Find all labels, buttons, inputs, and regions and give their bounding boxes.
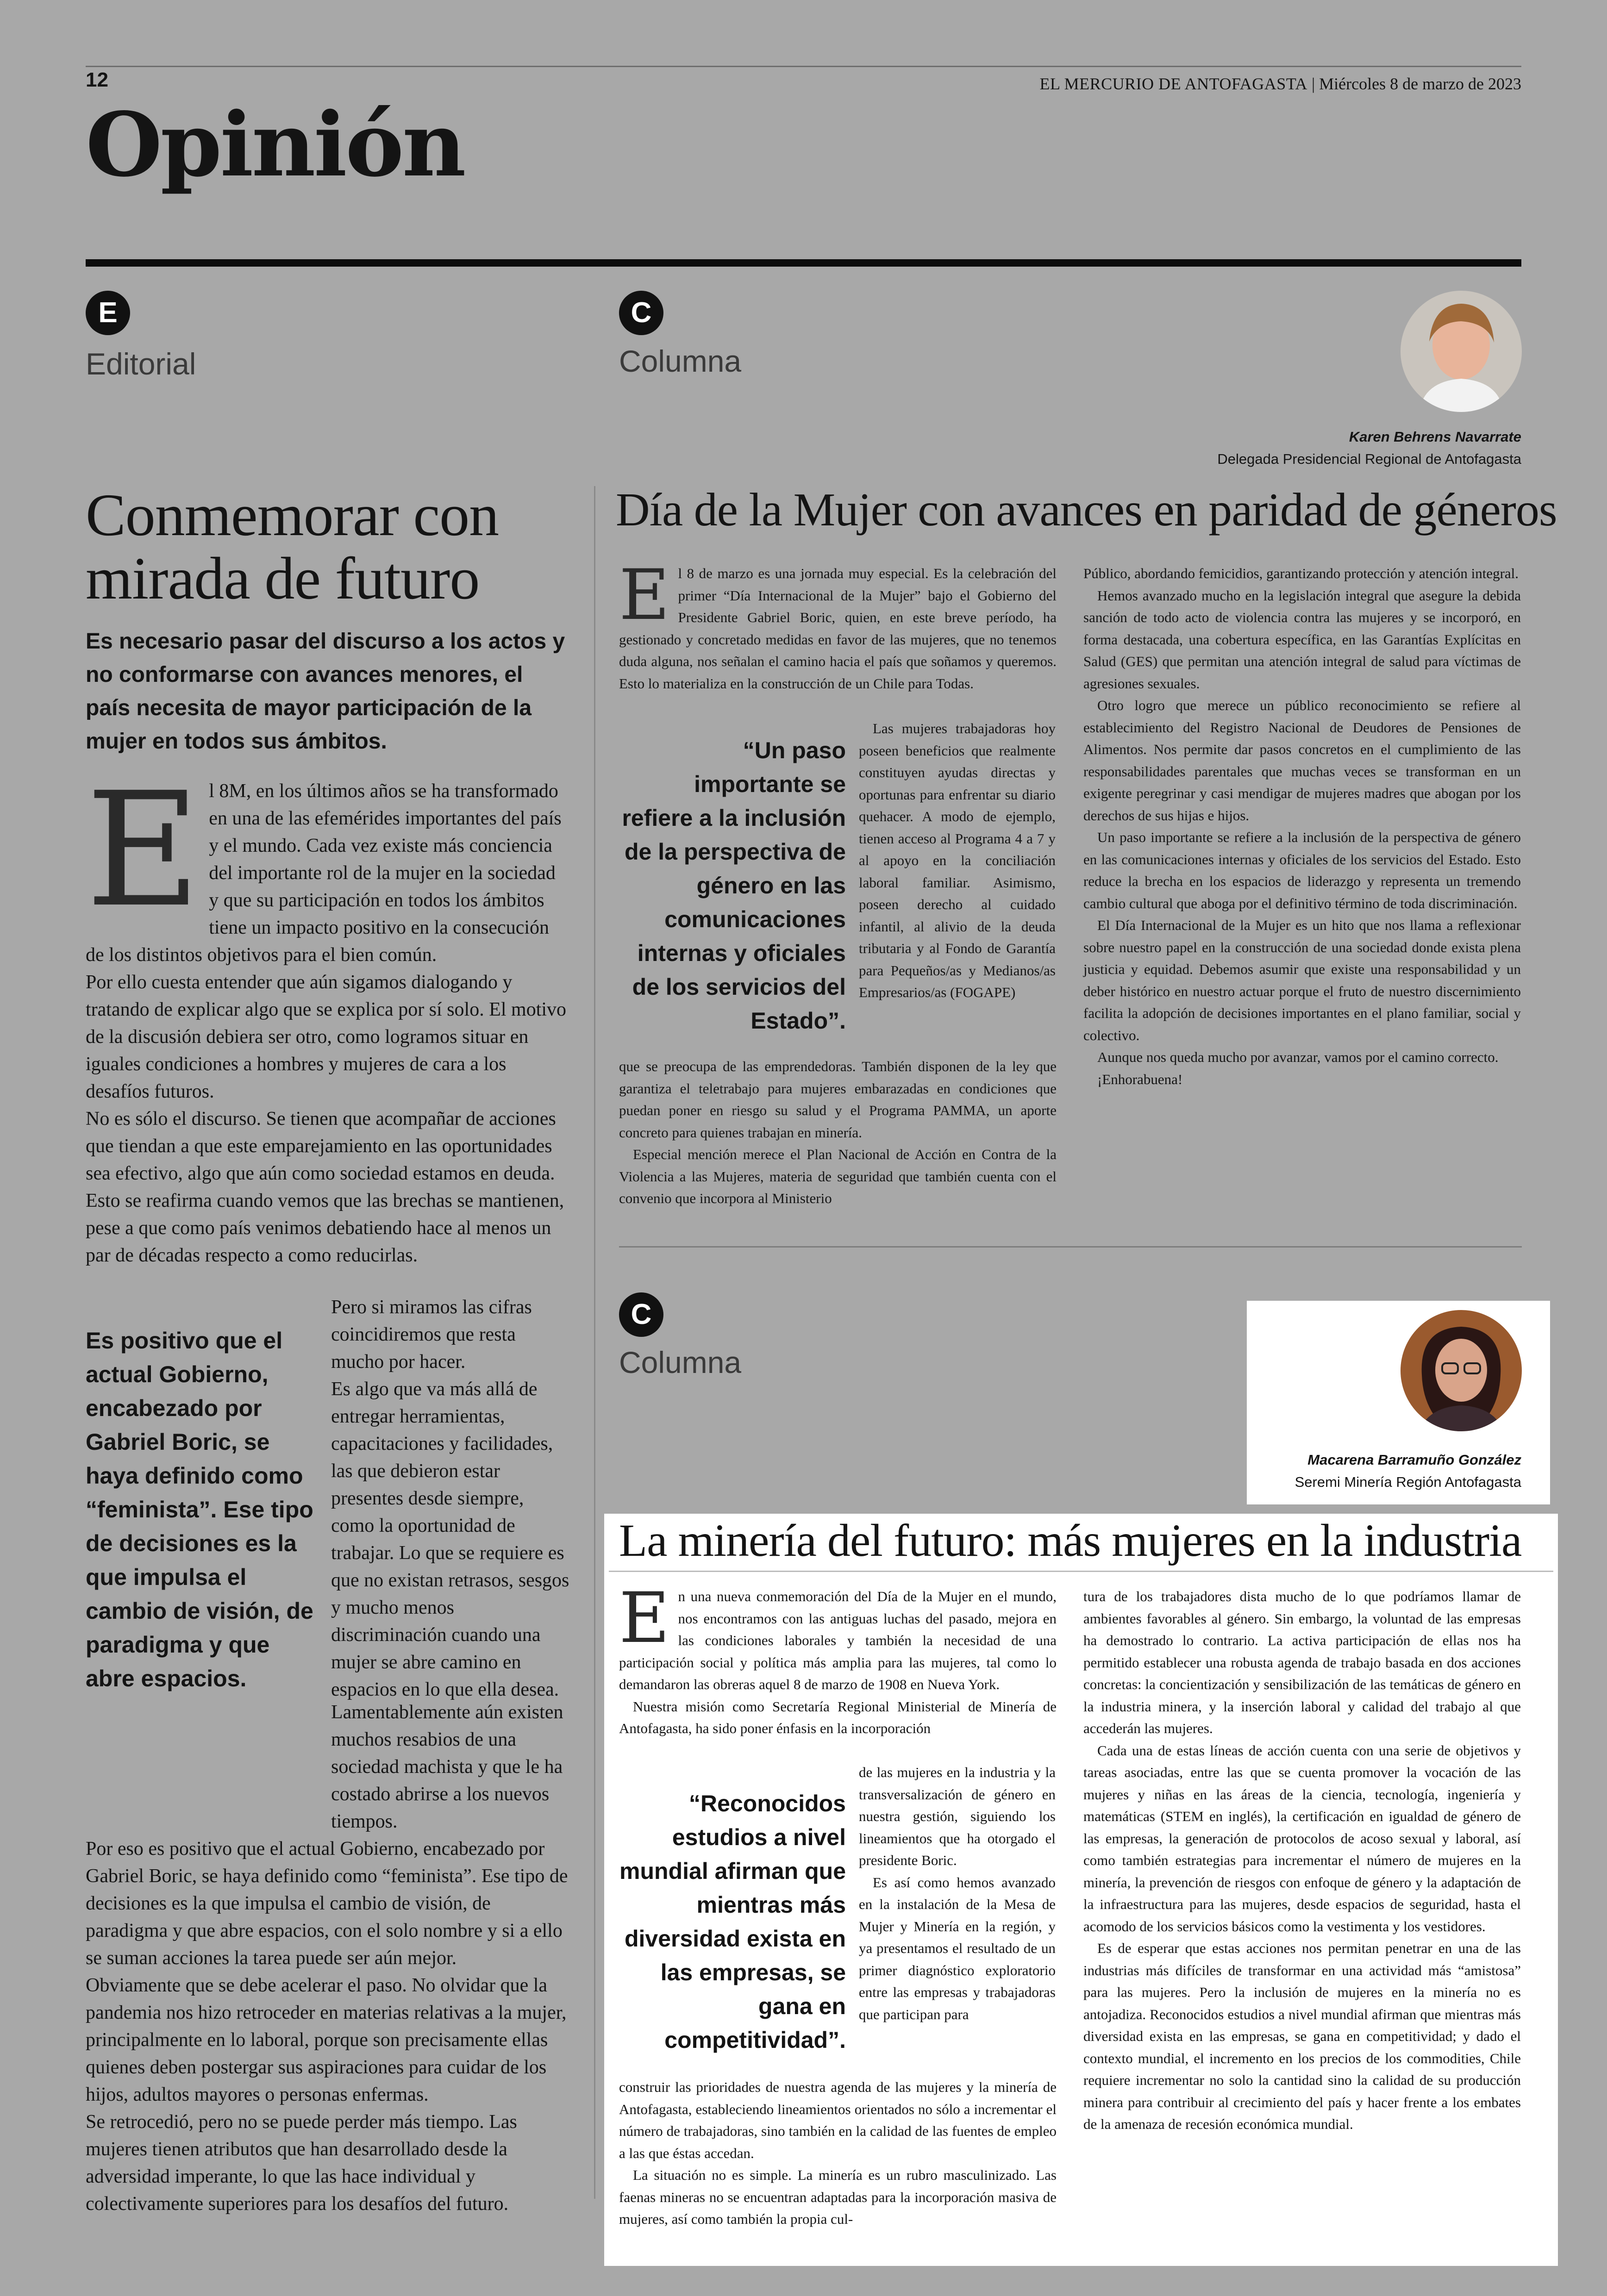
author-portrait-icon [1401, 291, 1522, 412]
column2-body-col2 [1083, 1585, 1521, 2135]
editorial-p7-text: Lamentablemente aún existen muchos resabios de una sociedad machista y que le ha costado abrirse a los nuevos tiempos. [331, 1702, 563, 1832]
header-top-rule [86, 66, 1521, 67]
section-title: Opinión [86, 93, 464, 196]
column1-p2b: que se preocupa de las emprendedoras. También disponen de la ley que garantiza el teletrabajo para mujeres embarazadas en condiciones que puedan poner en riesgo su salud y el Programa PAMMA, un aporte concreto para quienes trabajan en minería. [619, 1058, 1057, 1141]
column1-p9: Aunque nos queda mucho por avanzar, vamos por el camino correcto. [1097, 1049, 1499, 1065]
column1-body-col1-top [619, 555, 1057, 694]
column2-p3a: Es así como hemos avanzado en la instalación de la Mesa de Mujer y Minería en la región, y ya presentamos el resultado de un primer diagnóstico exploratorio entre las empresas y trabajadoras que participan para [859, 1874, 1056, 2022]
column1-p7: Un paso importante se refiere a la inclusión de la perspectiva de género en las comunicaciones internas y oficiales de los servicios del Estado. Esto reduce la brecha en los espacios de liderazgo y representa un tremendo cambio cultural que aboga por el definitivo término de toda discriminación. [1083, 829, 1521, 911]
editorial-pull-quote: Es positivo que el actual Gobierno, encabezado por Gabriel Boric, se haya definido como “feminista”. Ese tipo de decisiones es la que impulsa el cambio de visión, de paradigma y que abre espacios. [86, 1328, 313, 1691]
editorial-p8: Por eso es positivo que el actual Gobierno, encabezado por Gabriel Boric, se haya definido como “feminista”. Ese tipo de decisiones es la que impulsa el cambio de visión, de paradigma y que abre espacios, con el solo nombre y si a ello se suman acciones la tarea puede ser aún mejor. [86, 1838, 568, 1969]
column2-role: Seremi Minería Región Antofagasta [1294, 1474, 1521, 1490]
column2-p3b: construir las prioridades de nuestra agenda de las mujeres y la minería de Antofagasta, estableciendo lineamientos orientados no sólo a incrementar el número de trabajadoras, sino también en la calidad de las fuentes de empleo a las que éstas accedan. [619, 2079, 1057, 2161]
column2-p2b: de las mujeres en la industria y la transversalización de género en nuestra gestión, siguiendo los lineamientos que ha otorgado el presidente Boric. [859, 1764, 1056, 1868]
column1-bottom-rule [619, 1246, 1522, 1248]
column2-author: Macarena Barramuño González [1307, 1452, 1521, 1468]
column1-body-col2 [1083, 562, 1521, 1090]
column2-dropcap: E [619, 1578, 670, 1659]
column1-author-photo [1401, 291, 1522, 412]
editorial-p9: Obviamente que se debe acelerar el paso. No olvidar que la pandemia nos hizo retroceder en materias relativas a la mujer, principalmente en lo laboral, porque son precisamente ellas quienes deben postergar sus aspiraciones para cuidar de los hijos, adultos mayores o personas enfermas. [86, 1975, 567, 2105]
column1-p5: Hemos avanzado mucho en la legislación integral que asegure la debida sanción de todo acto de violencia contra las mujeres y se incorporó, en forma destacada, una cobertura específica, en las Garantías Explícitas en Salud (GES) que permitan una atención integral de salud para víctimas de agresiones sexuales. [1083, 587, 1521, 692]
editorial-headline [86, 484, 595, 610]
editorial-headline-line2: mirada de futuro [86, 545, 480, 612]
column2-body-col1-bottom [619, 2076, 1057, 2230]
editorial-p6: Es algo que va más allá de entregar herramientas, capacitaciones y facilidades, las que debieron estar presentes desde siempre, como la oportunidad de trabajar. Lo que se requiere es que no existan retrasos, sesgos y mucho menos discriminación cuando una mujer se abre camino en espacios en lo que ella desea. [331, 1379, 569, 1700]
editorial-badge: E [86, 291, 130, 335]
editorial-p1: l 8M, en los últimos años se ha transformado en una de las efemérides importantes del país y el mundo. Cada vez existe más conciencia del importante rol de la mujer en la sociedad y que su participación en todos los ámbitos tiene un impacto positivo en la consecución de los distintos objetivos para el bien común. [86, 780, 562, 966]
editorial-kicker: Editorial [86, 347, 196, 381]
column2-author-photo [1401, 1310, 1522, 1431]
column1-p1: l 8 de marzo es una jornada muy especial. Es la celebración del primer “Día Internacional de la Mujer” bajo el Gobierno del Presidente Gabriel Boric, quien, en este breve período, ha gestionado y concretado medidas en favor de las mujeres, que no tenemos duda alguna, nos señalan el camino hacia el país que soñamos y queremos. Esto lo materializa en la construcción de un Chile para Todas. [619, 565, 1057, 692]
column1-byline [966, 426, 1521, 470]
column1-p2a: Las mujeres trabajadoras hoy poseen beneficios que realmente constituyen ayudas directas y oportunas para enfrentar su diario quehacer. A modo de ejemplo, tienen acceso al Programa 4 a 7 y al apoyo en la conciliación laboral familiar. Asimismo, poseen derecho al cuidado infantil, al alivio de la deuda tributaria y al Fondo de Garantía para Pequeños/as y Medianos/as Empresarios/as (FOGAPE) [859, 720, 1056, 1000]
column2-p5: tura de los trabajadores dista mucho de lo que podríamos llamar de ambientes favorables al género. Sin embargo, la voluntad de las empresas ha demostrado lo contrario. La activa participación de ellas nos ha permitido establecer una robusta agenda de trabajo basada en dos acciones concretas: la concientización y sensibilización de las temáticas de género en la industria minera, y la inserción laboral y calidad del trabajo al que accederán las mujeres. [1083, 1588, 1521, 1736]
column2-p2a: Nuestra misión como Secretaría Regional Ministerial de Minería de Antofagasta, ha sido poner énfasis en la incorporación [619, 1698, 1057, 1736]
column1-role: Delegada Presidencial Regional de Antofagasta [1217, 451, 1521, 467]
editorial-p5: Pero si miramos las cifras coincidiremos que resta mucho por hacer. [331, 1297, 532, 1373]
column2-body-narrow [859, 1761, 1056, 2025]
column2-badge: C [619, 1292, 663, 1337]
page-number: 12 [86, 69, 108, 91]
editorial-headline-line1: Conmemorar con [86, 482, 499, 549]
column2-body-col1-top [619, 1578, 1057, 1740]
column1-dropcap: E [619, 555, 670, 636]
column2-byline [966, 1449, 1521, 1493]
column1-p8: El Día Internacional de la Mujer es un hito que nos llama a reflexionar sobre nuestro papel en la construcción de una sociedad donde exista plena justicia y equidad. Debemos asumir que existe una responsabilidad y un deber histórico en nuestro actuar porque el fruto de nuestro discernimiento facilita la adopción de decisiones importantes en el plano familiar, social y colectivo. [1083, 917, 1521, 1043]
column2-pull-quote: “Reconocidos estudios a nivel mundial afirman que mientras más diversidad exista en las empresas, se gana en competitividad”. [619, 1791, 846, 2053]
column1-p4: Público, abordando femicidios, garantizando protección y atención integral. [1083, 565, 1519, 581]
publication-name: EL MERCURIO DE ANTOFAGASTA [1039, 75, 1307, 93]
column2-p6: Cada una de estas líneas de acción cuenta con una serie de objetivos y tareas asociadas, entre las que se cuenta promover la vocación de las mujeres y niñas en las áreas de la ciencia, tecnología, ingeniería y matemáticas (STEM en inglés), la certificación en igualdad de género de las empresas, la generación de protocolos de acoso sexual y laboral, así como también estrategias para incrementar el número de mujeres en la minería, la prevención de riesgos con enfoque de género y la adaptación de la infraestructura para las mujeres, desde espacios de seguridad, hasta el acomodo de los servicios básicos como la vestimenta y los vestidores. [1083, 1742, 1521, 1934]
column1-author: Karen Behrens Navarrate [1349, 429, 1521, 445]
masthead-line [1039, 74, 1521, 94]
editorial-p3: No es sólo el discurso. Se tienen que acompañar de acciones que tiendan a que este emparejamiento en las oportunidades sea efectivo, algo que aún como sociedad estamos en deuda. [86, 1108, 556, 1184]
column2-p1: n una nueva conmemoración del Día de la Mujer en el mundo, nos encontramos con las antiguas luchas del pasado, mejora en las condiciones laborales y también la necesidad de una participación social y política más amplia para las mujeres, tal como lo demandaron las obreras aquel 8 de marzo de 1908 en Nueva York. [619, 1588, 1057, 1692]
editorial-body-narrow [331, 1294, 572, 1703]
editorial-dropcap: E [86, 759, 201, 942]
column2-p7: Es de esperar que estas acciones nos permitan penetrar en una de las industrias más difíciles de transformar en una actividad más “amistosa” para las mujeres. Pero la inclusión de mujeres en la minería no es antojadiza. Reconocidos estudios a nivel mundial afirman que mientras más diversidad exista en las empresas, se gana en competitividad; y dado el contexto mundial, el incremento en los precios de los commodities, Chile requiere incrementar no solo la cantidad sino la calidad de su producción minera para contribuir al crecimiento del país y hacer frente a los embates de la amenaza de recesión económica mundial. [1083, 1940, 1521, 2132]
column-divider [594, 486, 595, 2199]
column2-kicker: Columna [619, 1345, 742, 1379]
editorial-p4: Esto se reafirma cuando vemos que las brechas se mantienen, pese a que como país venimos debatiendo hace al menos un par de décadas respecto a como reducirlas. [86, 1190, 564, 1266]
column1-body-narrow [859, 718, 1056, 1004]
editorial-body-top [86, 759, 569, 1269]
editorial-lead: Es necesario pasar del discurso a los actos y no conformarse con avances menores, el país necesita de mayor participación de la mujer en todos sus ámbitos. [86, 629, 565, 754]
editorial-p10: Se retrocedió, pero no se puede perder más tiempo. Las mujeres tienen atributos que han desarrollado desde la adversidad imperante, lo que las hace individual y colectivamente superiores para los desafíos del futuro. [86, 2111, 517, 2215]
issue-date: | Miércoles 8 de marzo de 2023 [1311, 75, 1521, 93]
editorial-body-bottom [86, 1699, 569, 2218]
section-thick-rule [86, 259, 1521, 267]
column1-p3: Especial mención merece el Plan Nacional de Acción en Contra de la Violencia a las Mujeres, materia de seguridad que también cuenta con el convenio que incorpora al Ministerio [619, 1146, 1057, 1206]
column1-pull-quote: “Un paso importante se refiere a la inclusión de la perspectiva de género en las comunicaciones internas y oficiales de los servicios del Estado”. [622, 737, 846, 1034]
column1-kicker: Columna [619, 344, 742, 378]
editorial-p2: Por ello cuesta entender que aún sigamos dialogando y tratando de explicar algo que se explica por sí solo. El motivo de la discusión debiera ser otro, como logramos situar en iguales condiciones a hombres y mujeres de cara a los desafíos futuros. [86, 972, 567, 1102]
column2-headline: La minería del futuro: más mujeres en la industria [619, 1515, 1522, 1566]
column1-p10: ¡Enhorabuena! [1097, 1071, 1183, 1087]
column1-badge: C [619, 291, 663, 335]
column1-headline: Día de la Mujer con avances en paridad de géneros [616, 484, 1557, 536]
column1-body-col1-bottom [619, 1055, 1057, 1210]
column2-p4: La situación no es simple. La minería es un rubro masculinizado. Las faenas mineras no se encuentran adaptadas para la incorporación masiva de mujeres, así como también la propia cul- [619, 2167, 1057, 2227]
editorial-p7 [86, 1699, 569, 1835]
column1-p6: Otro logro que merece un público reconocimiento se refiere al establecimiento del Registro Nacional de Deudores de Pensiones de Alimentos. Nos permite dar pasos concretos en el cumplimiento de las responsabilidades parentales que muchas veces se transforman en un exigente peregrinar y casi mendigar de mujeres madres que abogan por los derechos de sus hijas e hijos. [1083, 697, 1521, 824]
column2-headline-rule [609, 1571, 1553, 1572]
author-portrait-icon [1401, 1310, 1522, 1431]
